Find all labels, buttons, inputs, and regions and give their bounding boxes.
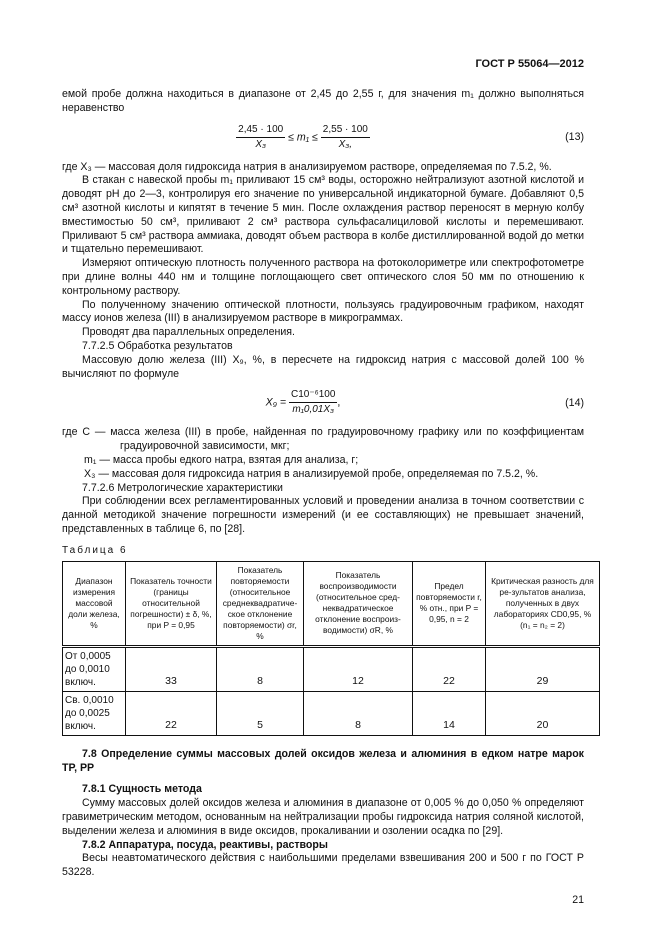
paragraph: емой пробе должна находиться в диапазоне от 2,45 до 2,55 г, для значения m₁ должно выполняться неравенство xyxy=(62,88,584,114)
eq13-middle: ≤ m₁ ≤ xyxy=(288,130,318,143)
equation-number: (14) xyxy=(565,396,584,409)
metrology-table xyxy=(62,561,600,736)
eq13-left-num: 2,45 · 100 xyxy=(236,124,285,138)
table-cell: 33 xyxy=(126,646,217,691)
eq13-left-den: X₃ xyxy=(255,138,266,150)
column-header: Показатель воспроизводимости (относительное сред-неквадратическое отклонение воспроиз-водимости) σR, % xyxy=(304,561,413,646)
definition: где C — масса железа (III) в пробе, найденная по градуировочному графику или по коэффициентам градуировочной зависимости, мкг; xyxy=(62,426,584,453)
section-heading: 7.8 Определение суммы массовых долей оксидов железа и алюминия в едком натре марок ТР, РР xyxy=(62,747,584,774)
paragraph: Массовую долю железа (III) X₉, %, в пересчете на гидроксид натрия с массовой долей 100 % вычисляют по формуле xyxy=(62,353,584,380)
paragraph: При соблюдении всех регламентированных условий и проведении анализа в точном соответствии с данной методикой значение погрешности измерений (и ее составляющих) не превышает значений, представленных в таблице 6, по [28]. xyxy=(62,495,584,535)
column-header: Критическая разность для ре-зультатов анализа, полученных в двух лабораториях CD0,95, % (n₁ = n₂ = 2) xyxy=(486,561,600,646)
equation-number: (13) xyxy=(565,131,584,144)
table-cell: 8 xyxy=(304,691,413,735)
column-header: Предел повторяемости r, % отн., при P = 0,95, n = 2 xyxy=(413,561,486,646)
table-cell: 8 xyxy=(217,646,304,691)
table-cell: Св. 0,0010 до 0,0025 включ. xyxy=(63,691,126,735)
table-cell: 14 xyxy=(413,691,486,735)
table-row xyxy=(63,646,600,691)
subsection-heading: 7.7.2.6 Метрологические характеристики xyxy=(82,481,283,494)
eq13-right-num: 2,55 · 100 xyxy=(321,124,370,138)
paragraph: Измеряют оптическую плотность полученного раствора на фотоколориметре или спектрофотометре при длине волны 440 нм и толщине поглощающего свет оптического слоя 50 мм по отношению к контрольному раствору. xyxy=(62,257,584,297)
eq13-right-den: X₃, xyxy=(338,138,353,150)
section-heading: 7.8.1 Сущность метода xyxy=(82,783,202,796)
section-heading: 7.8.2 Аппаратура, посуда, реактивы, растворы xyxy=(82,838,328,851)
definition: m₁ — масса пробы едкого натра, взятая для анализа, г; xyxy=(84,453,359,466)
document-header: ГОСТ Р 55064—2012 xyxy=(475,58,584,70)
page-number: 21 xyxy=(572,893,584,906)
equation-13 xyxy=(62,124,584,151)
table-cell: 5 xyxy=(217,691,304,735)
equation-14 xyxy=(62,389,584,416)
eq14-num: C10⁻⁶100 xyxy=(289,389,337,403)
eq14-lhs: X₉ = xyxy=(265,396,287,409)
table-cell: 22 xyxy=(126,691,217,735)
column-header: Показатель точности (границы относительной погрешности) ± δ, %, при P = 0,95 xyxy=(126,561,217,646)
table-header-row xyxy=(63,561,600,646)
paragraph: где X₃ — массовая доля гидроксида натрия в анализируемом растворе, определяемая по 7.5.2, %. xyxy=(62,160,552,173)
paragraph: В стакан с навеской пробы m₁ приливают 15 см³ воды, осторожно нейтрализуют азотной кислотой и доводят рН до 2—3, контролируя его значение по универсальной индикаторной бумаге. Добавляют 0,5 см³ азотной кислоты и кипятят в течение 5 мин. После охлаждения раствор переносят в мерную колбу вместимостью 50 см³, приливают 2 см³ раствора сульфасалициловой кислоты и перемешивают. Приливают 5 см³ раствора аммиака, доводят объем раствора в колбе дистиллированной водой до метки и тщательно перемешивают. xyxy=(62,174,584,256)
table-cell: От 0,0005 до 0,0010 включ. xyxy=(63,646,126,691)
table-row xyxy=(63,691,600,735)
table-cell: 12 xyxy=(304,646,413,691)
paragraph: Проводят два параллельных определения. xyxy=(82,326,295,339)
table-caption: Таблица 6 xyxy=(62,544,128,556)
table-cell: 20 xyxy=(486,691,600,735)
subsection-heading: 7.7.2.5 Обработка результатов xyxy=(82,339,233,352)
paragraph: По полученному значению оптической плотности, пользуясь градуировочным графиком, находят массу ионов железа (III) в анализируемом растворе в микрограммах. xyxy=(62,298,584,325)
column-header: Показатель повторяемости (относительное среднеквадратиче-ское отклонение повторяемости) σr, % xyxy=(217,561,304,646)
paragraph: Весы неавтоматического действия с наибольшими пределами взвешивания 200 и 500 г по ГОСТ Р 53228. xyxy=(62,852,584,879)
table-cell: 29 xyxy=(486,646,600,691)
column-header: Диапазон измерения массовой доли железа, % xyxy=(63,561,126,646)
paragraph: Сумму массовых долей оксидов железа и алюминия в диапазоне от 0,005 % до 0,050 % определяют гравиметрическим методом, основанным на нейтрализации пробы гидроксида натрия соляной кислотой, выделении железа и алюминия в виде оксидов, прокаливании и озолении осадка по [29]. xyxy=(62,797,584,837)
eq14-comma: , xyxy=(337,396,341,409)
definition: X₃ — массовая доля гидроксида натрия в анализируемой пробе, определяемая по 7.5.2, %. xyxy=(84,467,539,480)
eq14-den: m₁0,01X₃ xyxy=(292,404,334,416)
table-cell: 22 xyxy=(413,646,486,691)
